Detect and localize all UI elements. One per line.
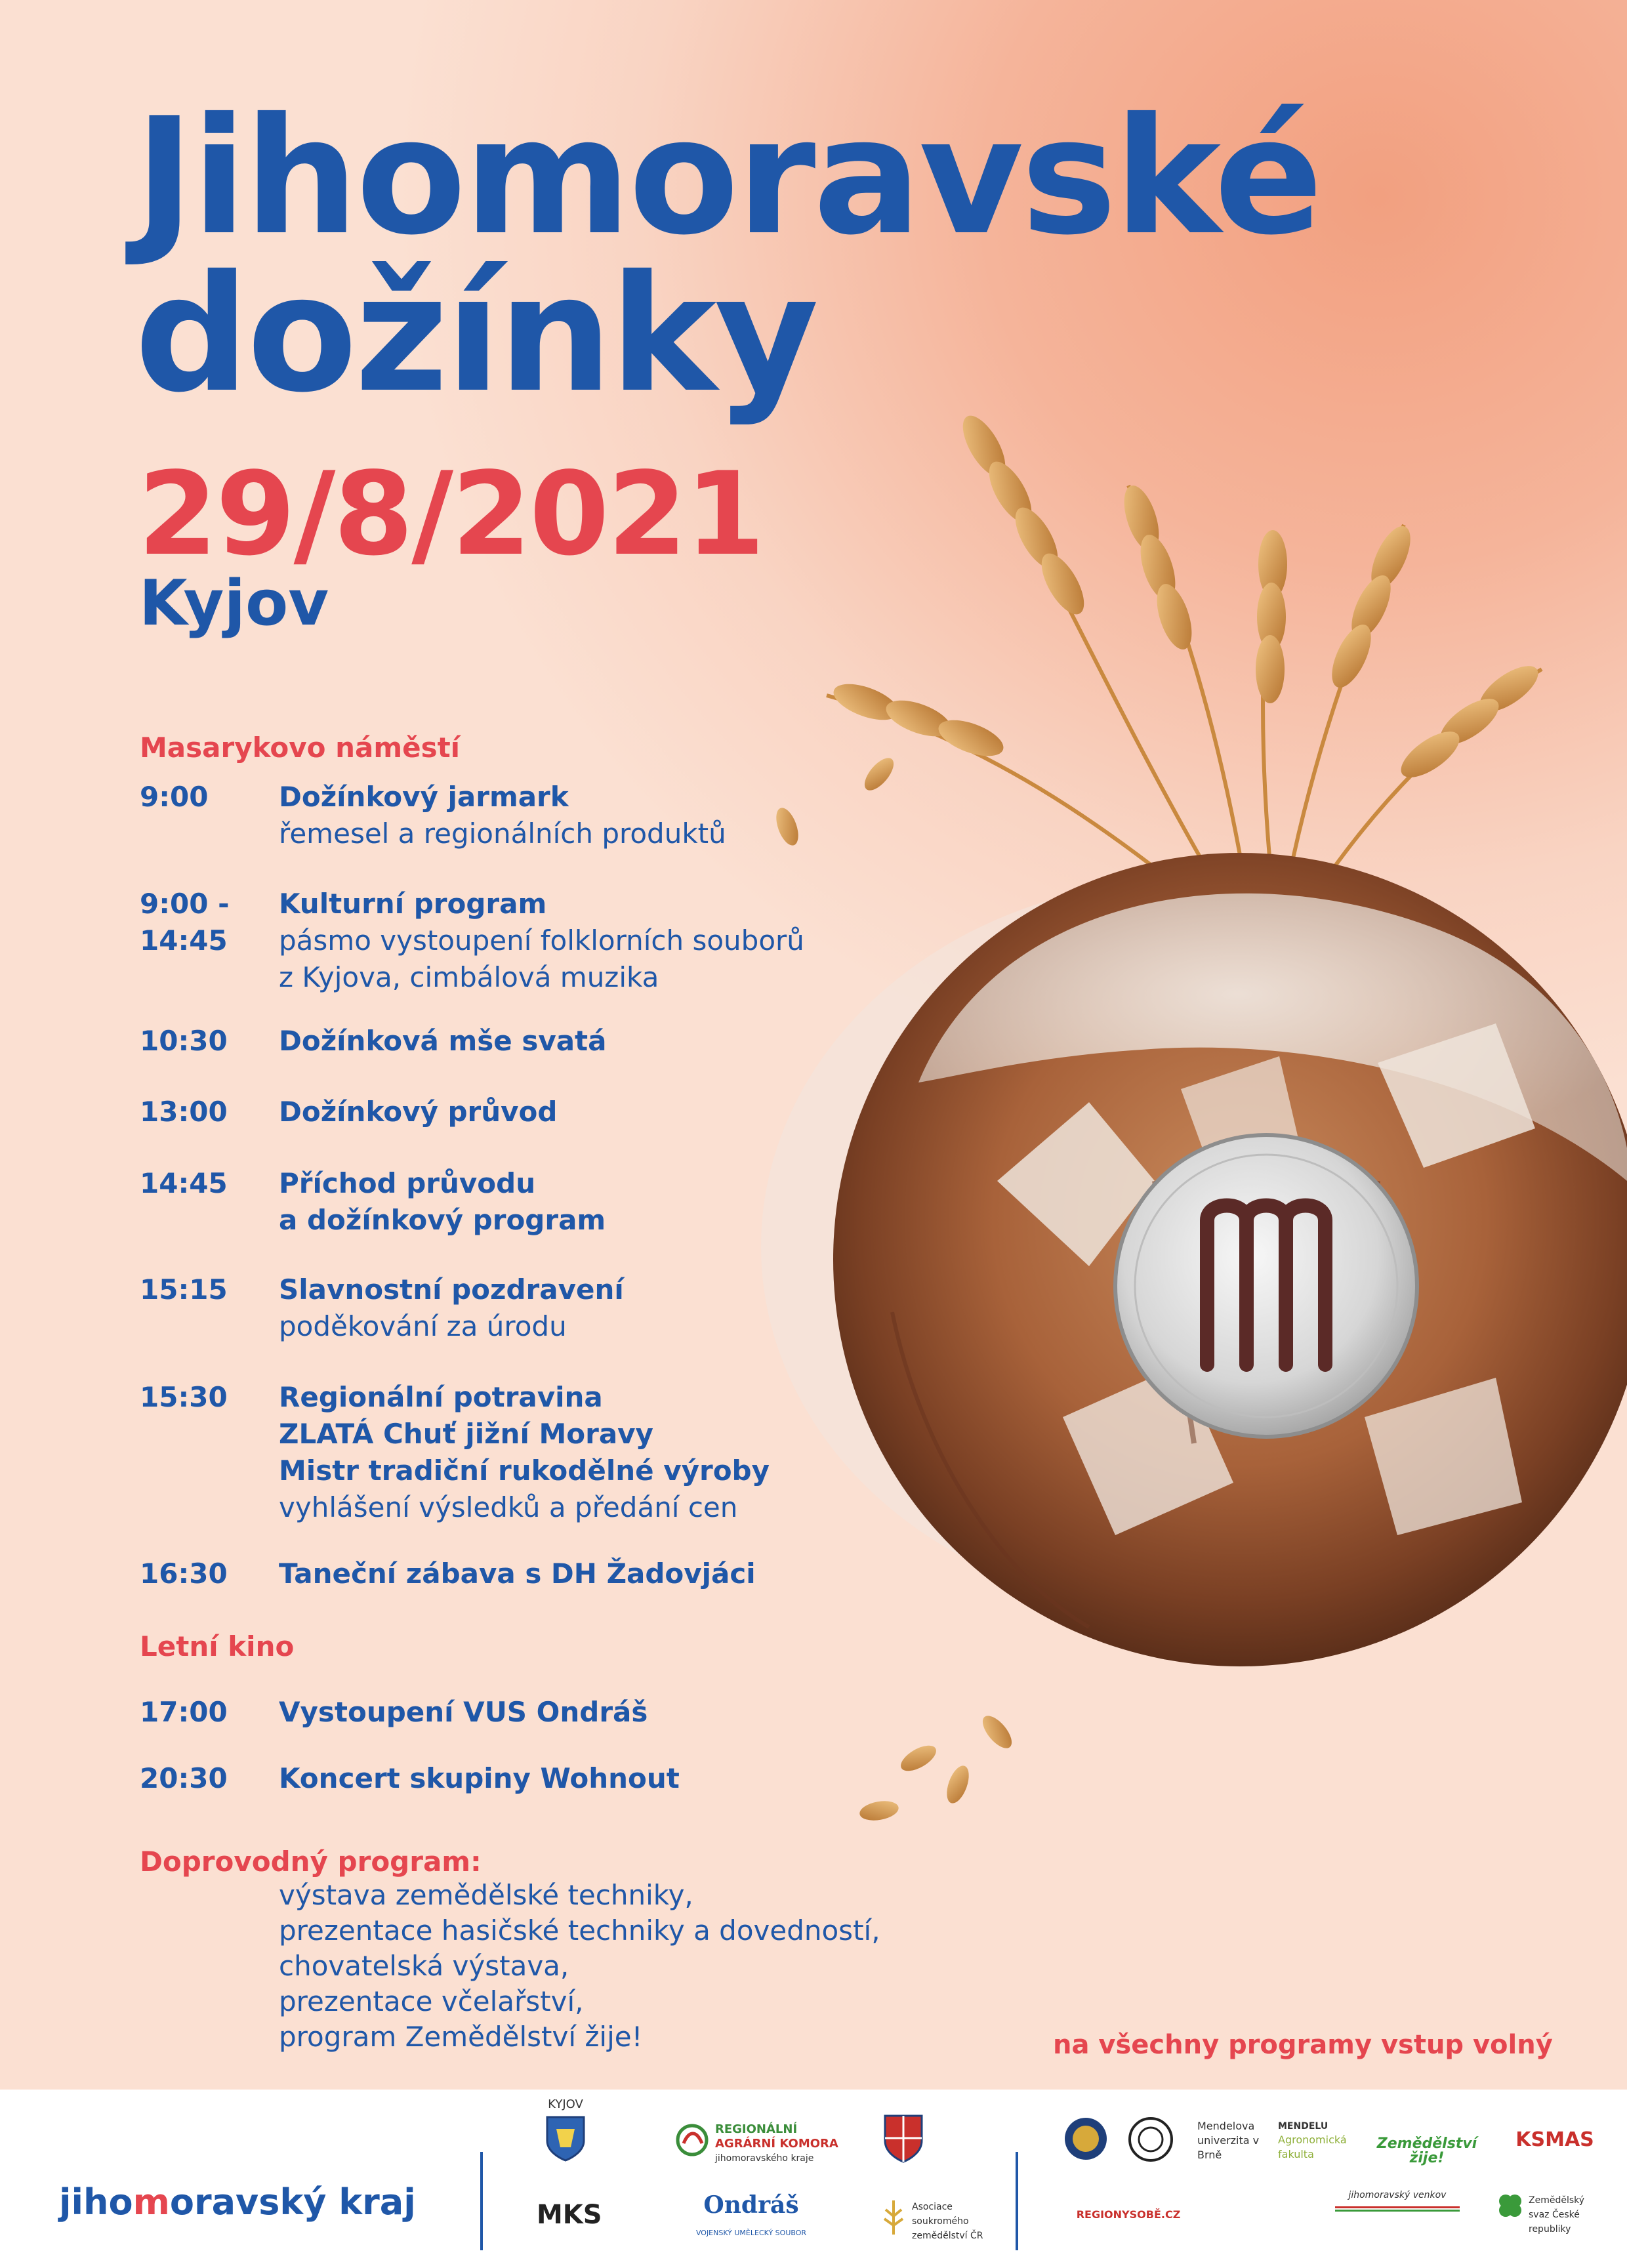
- time-text: 20:30: [140, 1762, 228, 1794]
- program-time: [140, 1094, 271, 1130]
- agrarni-komora-icon: [676, 2124, 709, 2156]
- program-title: Regionální potravina: [279, 1381, 603, 1413]
- program-time: [140, 1760, 271, 1797]
- ksmas-label: KSMAS: [1515, 2128, 1594, 2151]
- police-badge-icon: [1063, 2116, 1109, 2162]
- title-line-2: dožínky: [134, 241, 817, 428]
- ondras-logo: Ondráš: [703, 2191, 799, 2219]
- program-title: Slavnostní pozdravení: [279, 1273, 624, 1306]
- program-title: Koncert skupiny Wohnout: [279, 1762, 680, 1794]
- agrarni-komora-label-3: jihomoravského kraje: [715, 2153, 814, 2164]
- free-entry-note: na všechny programy vstup volný: [1053, 2030, 1553, 2060]
- program-time: [140, 1165, 271, 1202]
- fire-brigade-icon: [1127, 2116, 1174, 2163]
- mendelova-label: Mendelova univerzita v Brně: [1197, 2120, 1260, 2161]
- program-body: [279, 1556, 935, 1592]
- time-text: 16:30: [140, 1557, 228, 1590]
- program-title: Dožínkový jarmark: [279, 781, 569, 813]
- program-body: [279, 1023, 935, 1060]
- ministry-crest-icon: [882, 2109, 924, 2164]
- kraj-text: jiho: [59, 2181, 133, 2223]
- kraj-logo: [59, 2181, 416, 2223]
- program-title: Vystoupení VUS Ondráš: [279, 1696, 648, 1728]
- program-time: [140, 779, 271, 815]
- agronomicka-label: Agronomická fakulta: [1278, 2134, 1347, 2160]
- program-time: [140, 1379, 271, 1416]
- divider: [480, 2152, 483, 2250]
- program-title: Příchod průvodu: [279, 1167, 536, 1199]
- kyjov-label: KYJOV: [548, 2097, 583, 2111]
- program-title: Dožínkový průvod: [279, 1096, 558, 1128]
- section-cinema: Letní kino: [140, 1630, 295, 1662]
- agrarni-komora-label-2: AGRÁRNÍ KOMORA: [715, 2137, 838, 2151]
- event-date: 29/8/2021: [138, 448, 764, 581]
- program-body: [279, 886, 935, 996]
- section-extra: Doprovodný program:: [140, 1845, 482, 1878]
- ondras-sub: VOJENSKÝ UMĚLECKÝ SOUBOR: [695, 2229, 807, 2237]
- svaz-label: Zemědělský svaz České republiky: [1529, 2195, 1585, 2235]
- program-title: Mistr tradiční rukodělné výroby: [279, 1454, 770, 1487]
- program-time: [140, 1023, 271, 1060]
- divider: [1016, 2152, 1018, 2250]
- program-desc: poděkování za úrodu: [279, 1310, 567, 1342]
- extra-item: prezentace včelařství,: [279, 1985, 584, 2017]
- extra-item: prezentace hasičské techniky a dovedností,: [279, 1914, 880, 1947]
- medal-icon: [1115, 1135, 1417, 1437]
- program-title: Dožínková mše svatá: [279, 1025, 607, 1057]
- program-body: [279, 1094, 935, 1130]
- venkov-stripes-icon: [1335, 2206, 1460, 2213]
- program-body: [279, 1271, 935, 1345]
- extra-program-list: [279, 1878, 880, 2055]
- time-text: 14:45: [140, 1167, 228, 1199]
- event-title: [134, 83, 1321, 428]
- partners-footer: [0, 2090, 1627, 2268]
- asociace-icon: [879, 2198, 908, 2237]
- program-desc: pásmo vystoupení folklorních souborů: [279, 924, 804, 957]
- zije-label: Zemědělství žije!: [1376, 2135, 1477, 2166]
- time-text: 13:00: [140, 1096, 228, 1128]
- program-time: [140, 1271, 271, 1308]
- title-line-1: Jihomoravské: [134, 83, 1321, 270]
- time-text: 9:00: [140, 781, 209, 813]
- kraj-text-accent: m: [133, 2181, 170, 2223]
- agrarni-komora-label-1: REGIONÁLNÍ: [715, 2122, 798, 2136]
- kyjov-crest-icon: [545, 2114, 587, 2163]
- program-title: Taneční zábava s DH Žadovjáci: [279, 1557, 756, 1590]
- program-desc: vyhlášení výsledků a předání cen: [279, 1491, 738, 1523]
- extra-item: výstava zemědělské techniky,: [279, 1879, 693, 1911]
- time-text: 9:00 -: [140, 888, 230, 920]
- extra-item: program Zemědělství žije!: [279, 2021, 643, 2053]
- time-text: 10:30: [140, 1025, 228, 1057]
- program-body: [279, 779, 935, 852]
- mendelu-label: MENDELU: [1278, 2121, 1328, 2132]
- program-desc: řemesel a regionálních produktů: [279, 817, 726, 850]
- event-city: Kyjov: [139, 567, 329, 640]
- program-title: Kulturní program: [279, 888, 547, 920]
- clover-icon: [1496, 2191, 1525, 2220]
- program-body: [279, 1694, 935, 1731]
- program-title: ZLATÁ Chuť jižní Moravy: [279, 1418, 653, 1450]
- section-square: Masarykovo náměstí: [140, 732, 461, 764]
- extra-item: chovatelská výstava,: [279, 1950, 569, 1982]
- program-body: [279, 1760, 935, 1797]
- program-title: a dožínkový program: [279, 1204, 606, 1236]
- time-text: 14:45: [140, 924, 228, 957]
- program-time: [140, 1556, 271, 1592]
- asociace-label: Asociace soukromého zemědělství ČR: [912, 2202, 983, 2241]
- regiony-label: REGIONYSOBĚ.CZ: [1076, 2208, 1181, 2221]
- program-time: [140, 1694, 271, 1731]
- program-body: [279, 1165, 935, 1239]
- time-text: 15:15: [140, 1273, 228, 1306]
- venkov-label: jihomoravský venkov: [1348, 2190, 1447, 2200]
- time-text: 17:00: [140, 1696, 228, 1728]
- program-time: [140, 886, 271, 959]
- program-desc: z Kyjova, cimbálová muzika: [279, 961, 659, 993]
- mks-logo: MKS: [537, 2200, 602, 2230]
- kraj-text: oravský kraj: [169, 2181, 416, 2223]
- program-body: [279, 1379, 935, 1526]
- time-text: 15:30: [140, 1381, 228, 1413]
